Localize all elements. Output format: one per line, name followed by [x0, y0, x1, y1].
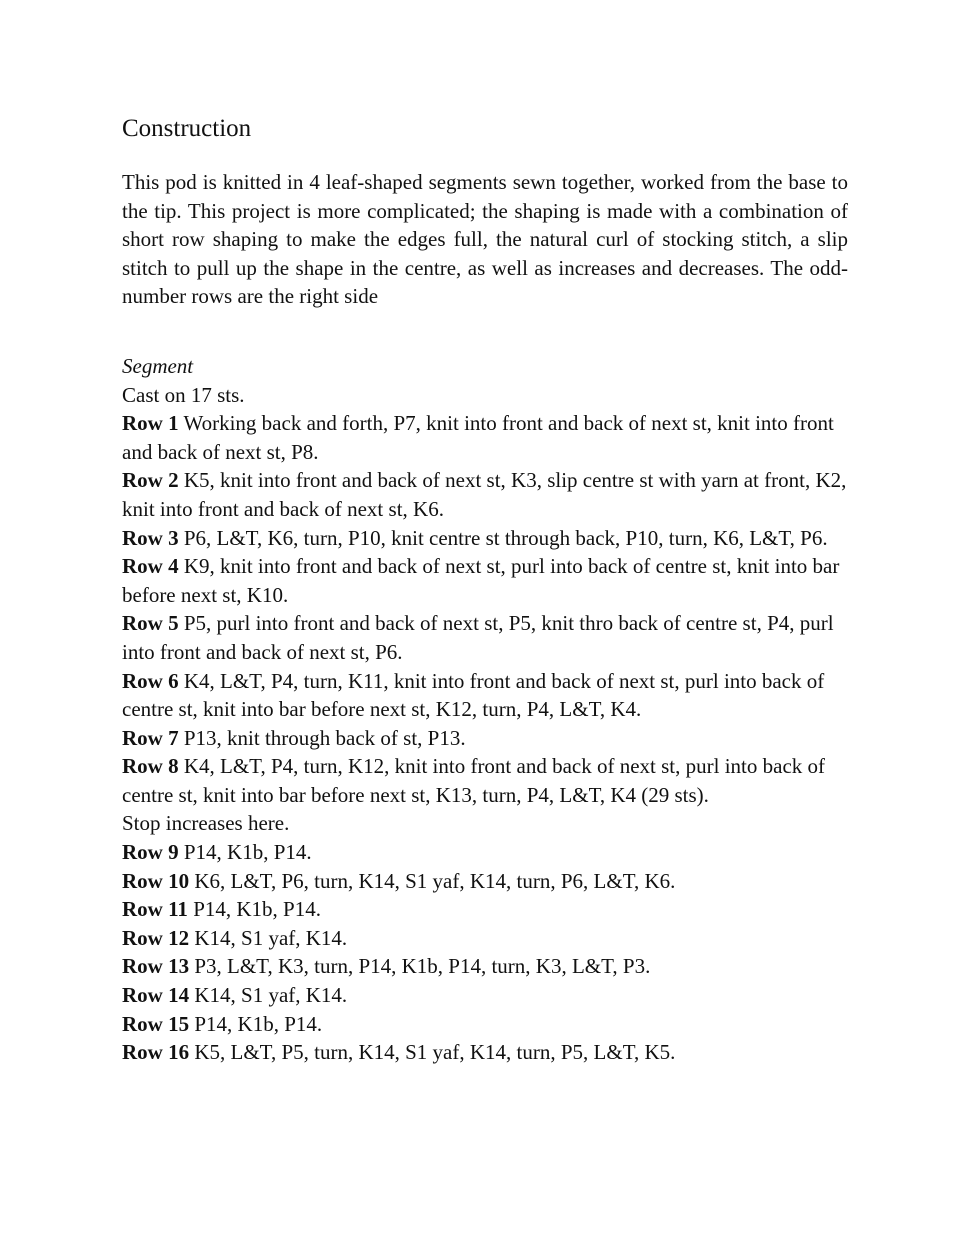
- row-text: K4, L&T, P4, turn, K12, knit into front and back of next st, purl into back of centre st, knit into bar before next st, K13, turn, P4, L&T, K4 (29 sts).: [122, 754, 826, 807]
- row-label: Row 4: [122, 554, 179, 579]
- row-label: Row 11: [122, 897, 188, 922]
- row-text: P3, L&T, K3, turn, P14, K1b, P14, turn, K3, L&T, P3.: [189, 954, 651, 979]
- intro-paragraph: This pod is knitted in 4 leaf-shaped segments sewn together, worked from the base to the tip. This project is more complicated; the shaping is made with a combination of short row shaping to make the edges full, the natural curl of stocking stitch, a slip stitch to pull up the shape in the centre, as well as increases and decreases. The odd-number rows are the right side: [122, 170, 848, 309]
- row-text: K6, L&T, P6, turn, K14, S1 yaf, K14, turn, P6, L&T, K6.: [189, 868, 676, 893]
- row-text: K4, L&T, P4, turn, K11, knit into front and back of next st, purl into back of centre st, knit into bar before next st, K12, turn, P4, L&T, K4.: [122, 668, 825, 722]
- row-text: P14, K1b, P14.: [187, 897, 321, 922]
- row-instruction: [122, 981, 848, 1010]
- row-text: Working back and forth, P7, knit into front and back of next st, knit into front and back of next st, P8.: [122, 411, 834, 464]
- row-text: K14, S1 yaf, K14.: [189, 925, 348, 950]
- row-text: K14, S1 yaf, K14.: [189, 983, 348, 1008]
- row-instruction: [122, 752, 848, 809]
- stop-increases-note: Stop increases here.: [122, 811, 290, 836]
- row-text: K9, knit into front and back of next st, purl into back of centre st, knit into bar before next st, K10.: [122, 554, 840, 607]
- row-instruction: [122, 524, 848, 553]
- row-label: Row 1: [122, 411, 179, 436]
- row-instruction: [122, 867, 848, 896]
- row-label: Row 6: [122, 668, 179, 693]
- row-instruction: [122, 1038, 848, 1067]
- row-text: P6, L&T, K6, turn, P10, knit centre st through back, P10, turn, K6, L&T, P6.: [178, 525, 828, 550]
- row-label: Row 2: [122, 468, 179, 493]
- row-text: P5, purl into front and back of next st, P5, knit thro back of centre st, P4, purl into front and back of next st, P6.: [122, 611, 834, 664]
- segment-heading: Segment: [122, 353, 194, 378]
- row-label: Row 8: [122, 754, 179, 779]
- row-label: Row 10: [122, 868, 190, 893]
- rows-list-a: [122, 409, 848, 809]
- row-label: Row 9: [122, 840, 179, 865]
- row-label: Row 5: [122, 611, 179, 636]
- row-instruction: [122, 552, 848, 609]
- row-text: P13, knit through back of st, P13.: [178, 725, 466, 750]
- row-instruction: [122, 895, 848, 924]
- row-label: Row 16: [122, 1040, 190, 1065]
- row-label: Row 13: [122, 954, 190, 979]
- row-text: P14, K1b, P14.: [189, 1011, 323, 1036]
- row-instruction: [122, 409, 848, 466]
- rows-list-b: [122, 838, 848, 1067]
- row-instruction: [122, 466, 848, 523]
- row-text: K5, L&T, P5, turn, K14, S1 yaf, K14, turn, P5, L&T, K5.: [189, 1040, 676, 1065]
- row-instruction: [122, 609, 848, 666]
- row-instruction: [122, 667, 848, 724]
- document-page: [122, 112, 848, 1067]
- section-heading: Construction: [122, 115, 252, 142]
- row-label: Row 7: [122, 725, 179, 750]
- row-instruction: [122, 838, 848, 867]
- row-instruction: [122, 924, 848, 953]
- row-instruction: [122, 1010, 848, 1039]
- row-text: K5, knit into front and back of next st, K3, slip centre st with yarn at front, K2, knit into front and back of next st, K6.: [122, 468, 847, 521]
- row-text: P14, K1b, P14.: [178, 840, 312, 865]
- row-label: Row 14: [122, 983, 190, 1008]
- row-instruction: [122, 952, 848, 981]
- row-label: Row 12: [122, 925, 190, 950]
- cast-on-instruction: Cast on 17 sts.: [122, 382, 245, 407]
- row-label: Row 15: [122, 1011, 190, 1036]
- row-instruction: [122, 724, 848, 753]
- row-label: Row 3: [122, 525, 179, 550]
